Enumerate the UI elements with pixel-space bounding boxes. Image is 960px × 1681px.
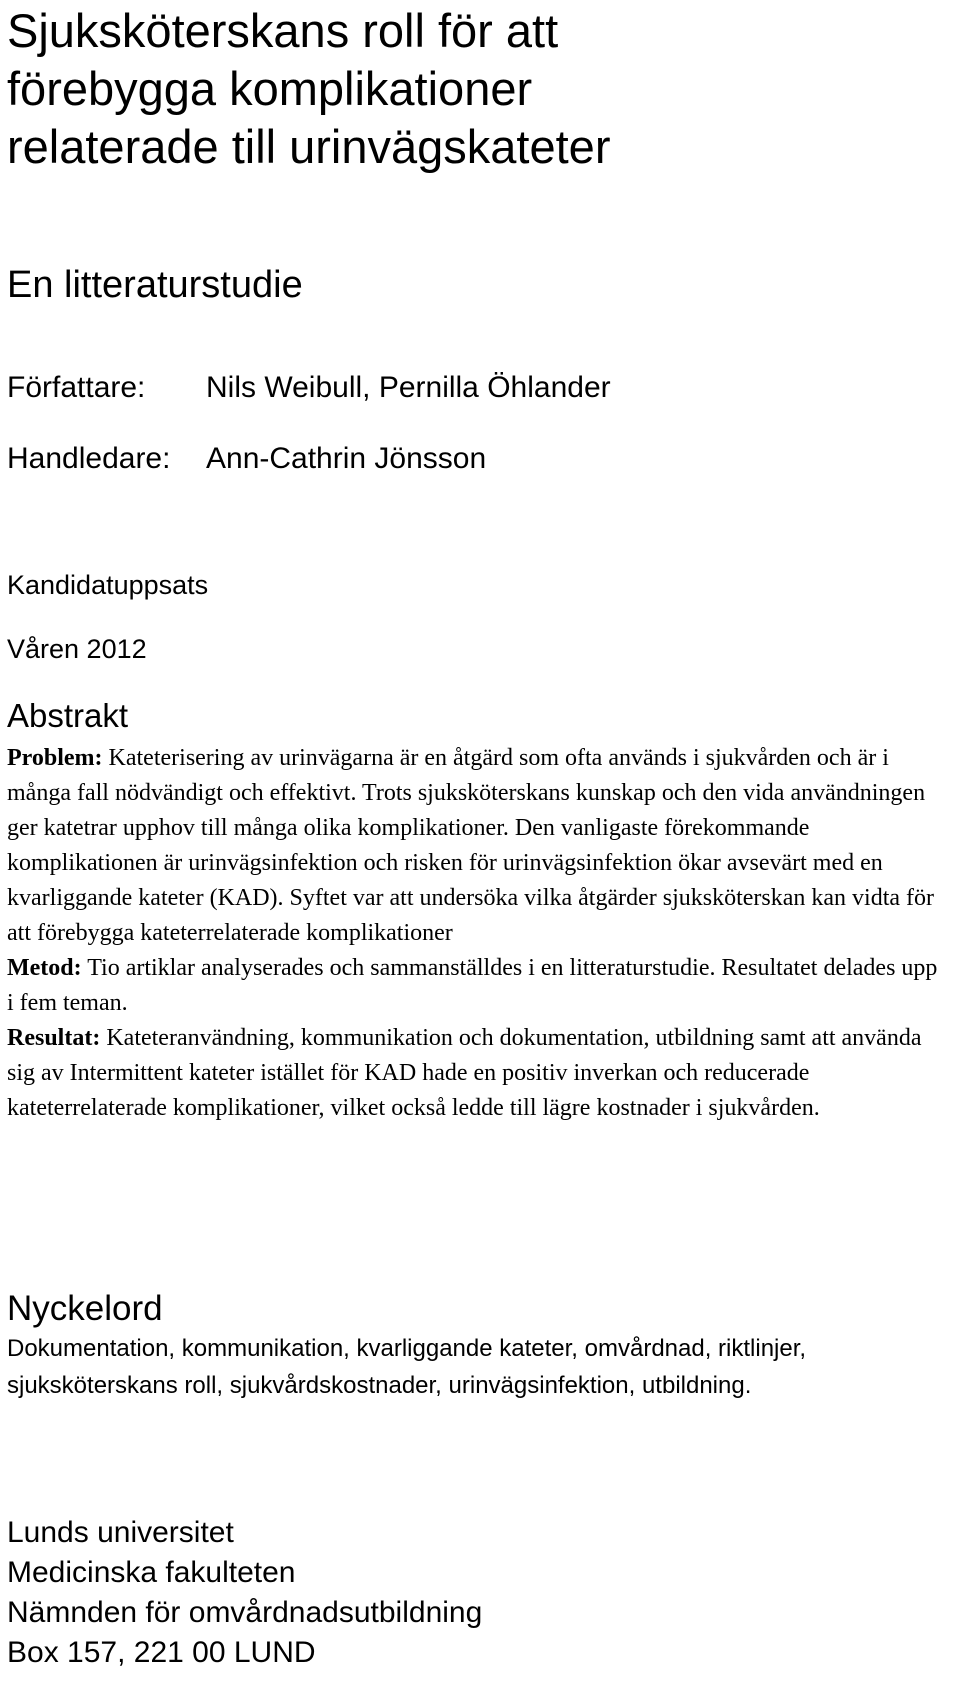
footer-board: Nämnden för omvårdnadsutbildning bbox=[7, 1596, 483, 1629]
term: Våren 2012 bbox=[7, 634, 147, 664]
authors-row bbox=[7, 370, 611, 406]
footer-university: Lunds universitet bbox=[7, 1516, 234, 1549]
title-line-1: Sjuksköterskans roll för att bbox=[7, 4, 559, 57]
problem-text: Kateterisering av urinvägarna är en åtgärd som ofta används i sjukvården och är i många fall nödvändigt och effektivt. Trots sjuksköterskans kunskap och den vida användningen ger katetrar upphov till många olika komplikationer. Den vanligaste förekommande komplikationen är urinvägsinfektion och risken för urinvägsinfektion ökar avsevärt med en kvarliggande kateter (KAD). Syftet var att undersöka vilka åtgärder sjuksköterskan kan vidta för att förebygga kateterrelaterade komplikationer bbox=[7, 745, 935, 946]
authors-value: Nils Weibull, Pernilla Öhlander bbox=[206, 371, 611, 404]
problem-label: Problem: bbox=[7, 745, 103, 771]
abstract-heading: Abstrakt bbox=[7, 697, 129, 734]
abstract-result bbox=[7, 1021, 947, 1126]
title-line-2: förebygga komplikationer bbox=[7, 62, 533, 115]
footer-faculty: Medicinska fakulteten bbox=[7, 1556, 296, 1589]
authors-label: Författare: bbox=[7, 371, 146, 404]
document-title bbox=[7, 2, 610, 176]
document-subtitle: En litteraturstudie bbox=[7, 264, 303, 306]
thesis-type: Kandidatuppsats bbox=[7, 570, 209, 600]
method-label: Metod: bbox=[7, 955, 82, 981]
title-line-3: relaterade till urinvägskateter bbox=[7, 120, 611, 173]
result-text: Kateteranvändning, kommunikation och dokumentation, utbildning samt att använda sig av Intermittent kateter istället för KAD hade en positiv inverkan och reducerade kateterrelaterade komplikationer, vilket också ledde till lägre kostnader i sjukvården. bbox=[7, 1025, 922, 1121]
result-label: Resultat: bbox=[7, 1025, 101, 1051]
keywords-heading: Nyckelord bbox=[7, 1289, 163, 1328]
abstract-method bbox=[7, 951, 947, 1021]
abstract-problem bbox=[7, 741, 947, 951]
supervisor-row bbox=[7, 441, 486, 477]
supervisor-label: Handledare: bbox=[7, 442, 171, 475]
footer-address-block bbox=[7, 1513, 482, 1673]
abstract-body bbox=[7, 741, 947, 1126]
footer-address: Box 157, 221 00 LUND bbox=[7, 1636, 316, 1669]
supervisor-value: Ann-Cathrin Jönsson bbox=[206, 442, 487, 475]
method-text: Tio artiklar analyserades och sammanställdes i en litteraturstudie. Resultatet delades upp i fem teman. bbox=[7, 955, 938, 1016]
keywords-text: Dokumentation, kommunikation, kvarliggande kateter, omvårdnad, riktlinjer, sjuksköterskans roll, sjukvårdskostnader, urinvägsinfektion, utbildning. bbox=[7, 1335, 807, 1399]
